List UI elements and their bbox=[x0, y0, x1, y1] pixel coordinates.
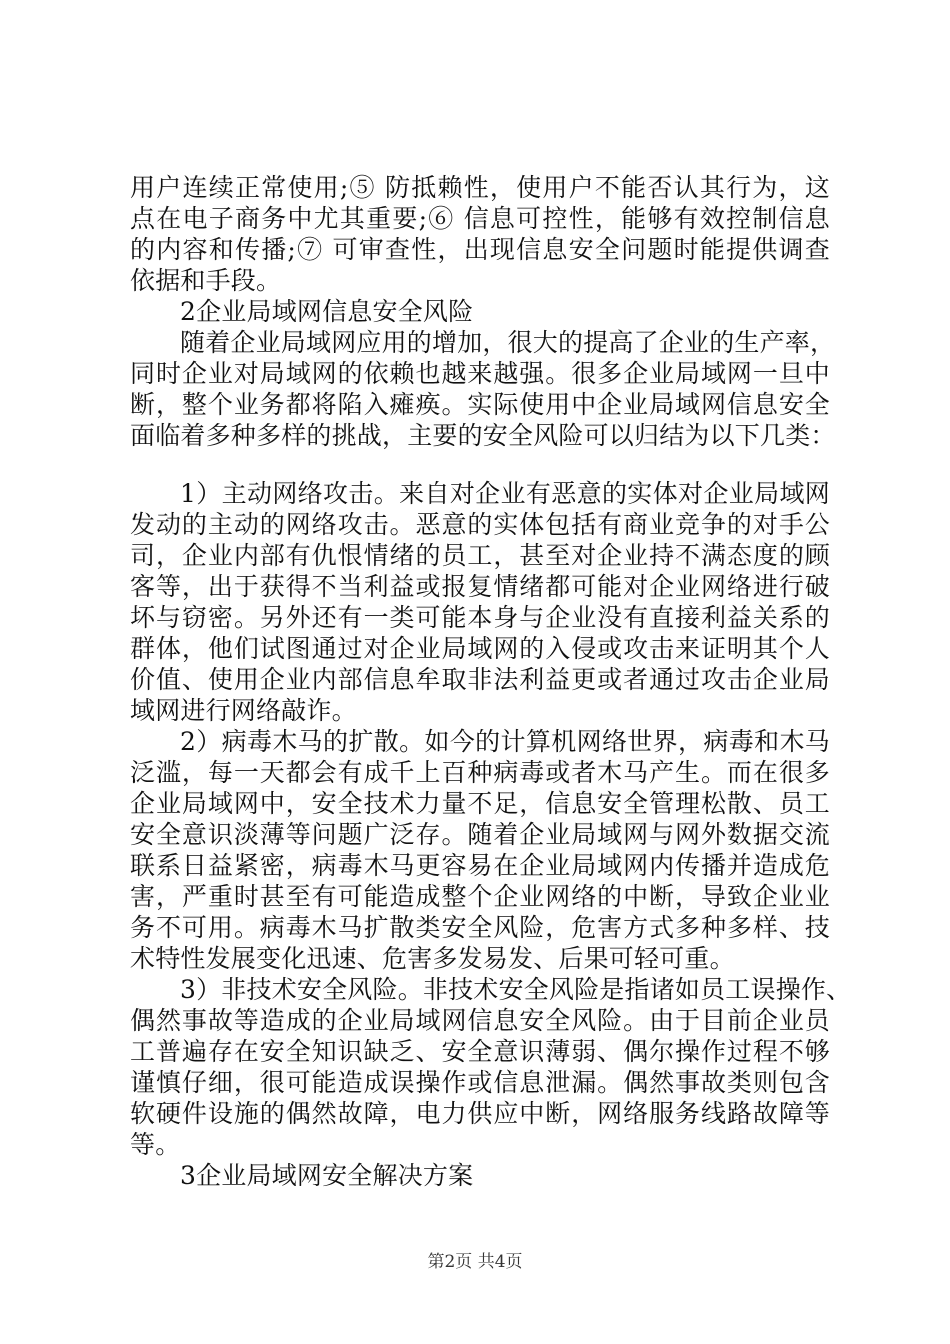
text-line: 泛滥，每一天都会有成千上百种病毒或者木马产生。而在很多 bbox=[130, 758, 830, 787]
text-line: 偶然事故等造成的企业局域网信息安全风险。由于目前企业员 bbox=[130, 1006, 830, 1035]
text-line: 企业局域网中，安全技术力量不足，信息安全管理松散、员工 bbox=[130, 789, 830, 818]
text-line: 点在电子商务中尤其重要;⑥ 信息可控性，能够有效控制信息 bbox=[130, 204, 830, 233]
section-heading-3: 3企业局域网安全解决方案 bbox=[180, 1161, 474, 1190]
paragraph-security-properties bbox=[130, 172, 830, 296]
text-line: 害，严重时甚至有可能造成整个企业网络的中断，导致企业业 bbox=[130, 882, 830, 911]
text-line: 工普遍存在安全知识缺乏、安全意识薄弱、偶尔操作过程不够 bbox=[130, 1037, 830, 1066]
text-line: 依据和手段。 bbox=[130, 266, 282, 295]
document-body bbox=[130, 172, 852, 1191]
paragraph-non-technical bbox=[130, 974, 852, 1160]
text-line: 发动的主动的网络攻击。恶意的实体包括有商业竞争的对手公 bbox=[130, 510, 830, 539]
text-line: 司，企业内部有仇恨情绪的员工，甚至对企业持不满态度的顾 bbox=[130, 541, 830, 570]
text-line: 3）非技术安全风险。非技术安全风险是指诸如员工误操作、 bbox=[180, 975, 852, 1004]
text-line: 谨慎仔细，很可能造成误操作或信息泄漏。偶然事故类则包含 bbox=[130, 1068, 830, 1097]
paragraph-gap bbox=[130, 451, 830, 478]
text-line: 术特性发展变化迅速、危害多发易发、后果可轻可重。 bbox=[130, 944, 735, 973]
text-line: 断，整个业务都将陷入瘫痪。实际使用中企业局域网信息安全 bbox=[130, 390, 830, 419]
text-line: 价值、使用企业内部信息牟取非法利益更或者通过攻击企业局 bbox=[130, 665, 830, 694]
text-line: 软硬件设施的偶然故障，电力供应中断，网络服务线路故障等 bbox=[130, 1099, 830, 1128]
text-line: 面临着多种多样的挑战，主要的安全风险可以归结为以下几类： bbox=[130, 421, 836, 450]
text-line: 随着企业局域网应用的增加，很大的提高了企业的生产率， bbox=[180, 328, 836, 357]
text-line: 1）主动网络攻击。来自对企业有恶意的实体对企业局域网 bbox=[180, 479, 830, 508]
section-heading-2: 2企业局域网信息安全风险 bbox=[180, 297, 474, 326]
text-line: 联系日益紧密，病毒木马更容易在企业局域网内传播并造成危 bbox=[130, 851, 830, 880]
text-line: 的内容和传播;⑦ 可审查性，出现信息安全问题时能提供调查 bbox=[130, 235, 830, 264]
text-line: 域网进行网络敲诈。 bbox=[130, 696, 357, 725]
paragraph-risk-intro bbox=[130, 327, 836, 451]
paragraph-active-attack bbox=[130, 478, 830, 726]
text-line: 等。 bbox=[130, 1130, 181, 1159]
text-line: 务不可用。病毒木马扩散类安全风险，危害方式多种多样、技 bbox=[130, 913, 830, 942]
text-line: 群体，他们试图通过对企业局域网的入侵或攻击来证明其个人 bbox=[130, 634, 830, 663]
text-line: 坏与窃密。另外还有一类可能本身与企业没有直接利益关系的 bbox=[130, 603, 830, 632]
text-line: 同时企业对局域网的依赖也越来越强。很多企业局域网一旦中 bbox=[130, 359, 830, 388]
text-line: 安全意识淡薄等问题广泛存。随着企业局域网与网外数据交流 bbox=[130, 820, 830, 849]
page-number-footer: 第2页 共4页 bbox=[427, 1252, 523, 1272]
text-line: 用户连续正常使用;⑤ 防抵赖性，使用户不能否认其行为，这 bbox=[130, 173, 830, 202]
text-line: 2）病毒木马的扩散。如今的计算机网络世界，病毒和木马 bbox=[180, 727, 830, 756]
text-line: 客等，出于获得不当利益或报复情绪都可能对企业网络进行破 bbox=[130, 572, 830, 601]
paragraph-virus-trojan bbox=[130, 726, 830, 974]
